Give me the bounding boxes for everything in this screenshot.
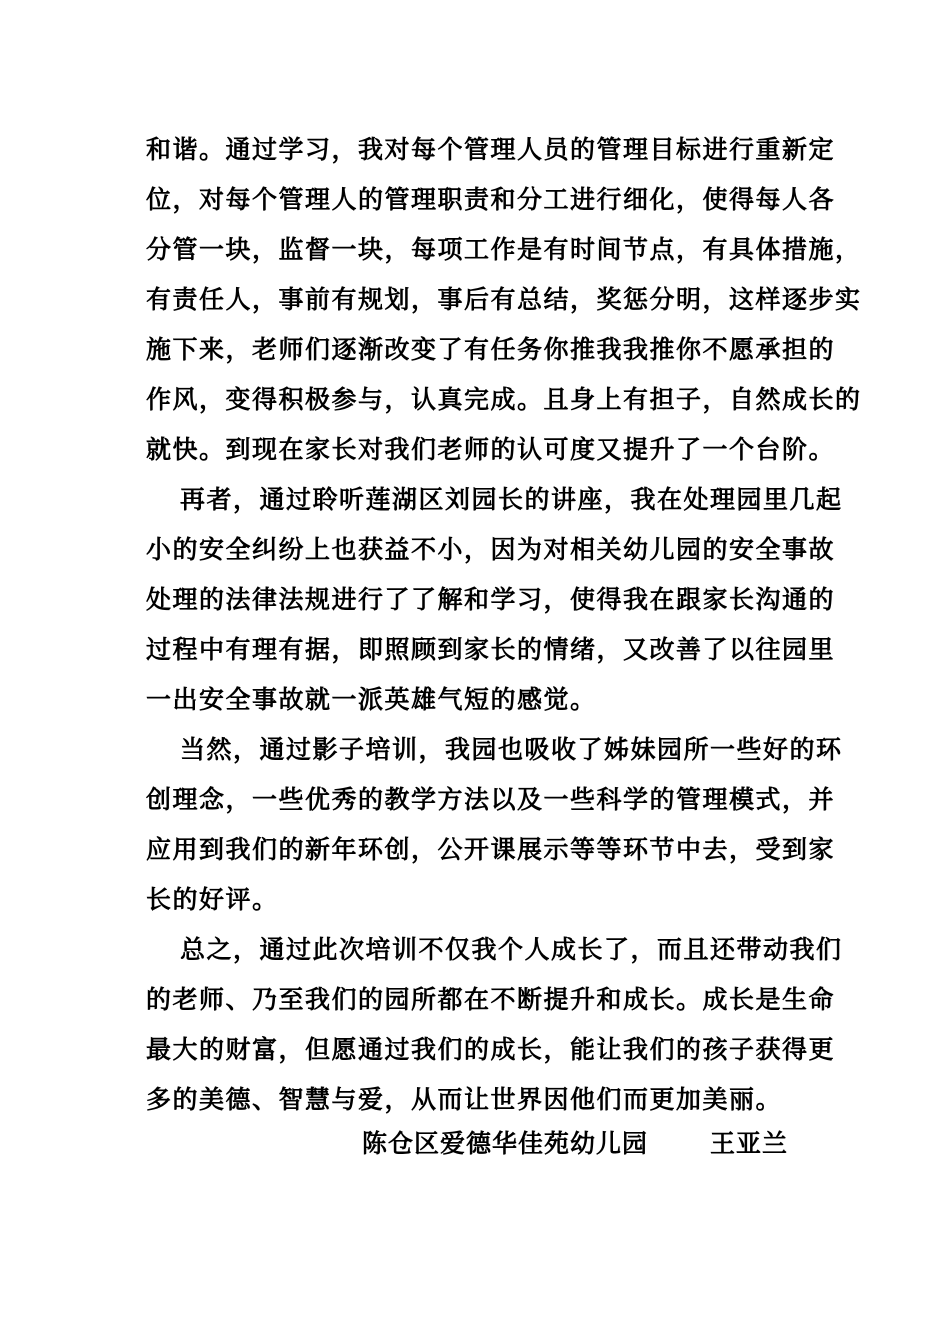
paragraph-line: 过程中有理有据，即照顾到家长的情绪，又改善了以往园里 [146,635,836,664]
paragraph-line: 和谐。通过学习，我对每个管理人员的管理目标进行重新定 [146,135,836,164]
paragraph-line: 施下来，老师们逐渐改变了有任务你推我我推你不愿承担的 [146,335,836,364]
paragraph-line: 作风，变得积极参与，认真完成。且身上有担子，自然成长的 [146,385,862,414]
paragraph-line: 一出安全事故就一派英雄气短的感觉。 [146,685,597,714]
paragraph-line: 小的安全纠纷上也获益不小，因为对相关幼儿园的安全事故 [146,535,836,564]
paragraph-line: 长的好评。 [146,885,279,914]
paragraph-line: 再者，通过聆听莲湖区刘园长的讲座，我在处理园里几起 [180,485,843,514]
paragraph-line: 处理的法律法规进行了了解和学习，使得我在跟家长沟通的 [146,585,836,614]
paragraph-line: 创理念，一些优秀的教学方法以及一些科学的管理模式，并 [146,785,836,814]
paragraph-line: 最大的财富，但愿通过我们的成长，能让我们的孩子获得更 [146,1035,836,1064]
paragraph-line: 总之，通过此次培训不仅我个人成长了，而且还带动我们 [180,935,843,964]
signature-block [362,1128,788,1160]
signature-author: 王亚兰 [710,1129,789,1158]
signature-organization: 陈仓区爱德华佳苑幼儿园 [362,1129,649,1158]
paragraph-line: 分管一块，监督一块，每项工作是有时间节点，有具体措施， [146,235,862,264]
paragraph-line: 应用到我们的新年环创，公开课展示等等环节中去，受到家 [146,835,836,864]
paragraph-line: 就快。到现在家长对我们老师的认可度又提升了一个台阶。 [146,435,836,464]
paragraph-line: 的老师、乃至我们的园所都在不断提升和成长。成长是生命 [146,985,836,1014]
paragraph-line: 位，对每个管理人的管理职责和分工进行细化，使得每人各 [146,185,836,214]
paragraph-line: 有责任人，事前有规划，事后有总结，奖惩分明，这样逐步实 [146,285,862,314]
paragraph-line: 当然，通过影子培训，我园也吸收了姊妹园所一些好的环 [180,735,843,764]
paragraph-line: 多的美德、智慧与爱，从而让世界因他们而更加美丽。 [146,1085,783,1114]
